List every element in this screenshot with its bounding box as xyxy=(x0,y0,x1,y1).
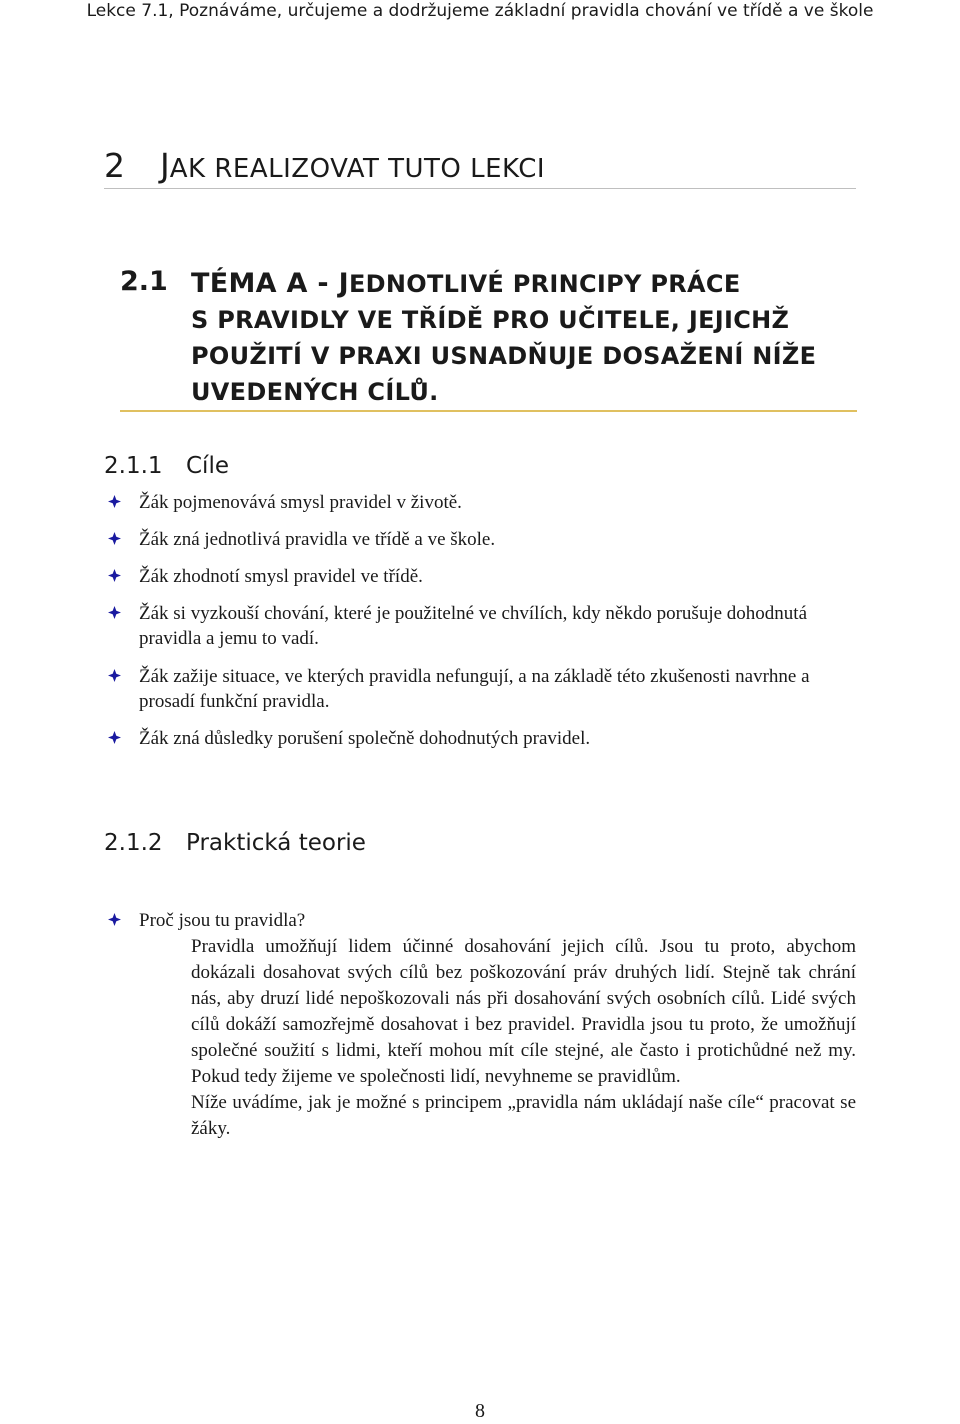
goals-number: 2.1.1 xyxy=(104,453,163,479)
bullet-star-icon xyxy=(108,495,121,508)
bullet-star-icon xyxy=(108,569,121,582)
page-number: 8 xyxy=(475,1400,485,1422)
theory-title: Praktická teorie xyxy=(186,830,366,856)
bullet-star-icon xyxy=(108,669,121,682)
theory-number: 2.1.2 xyxy=(104,830,163,856)
list-item: Žák zná důsledky porušení společně dohodnutých pravidel. xyxy=(104,726,844,751)
theory-body xyxy=(104,908,856,1142)
list-item: Žák pojmenovává smysl pravidel v životě. xyxy=(104,490,844,515)
list-item: Žák zná jednotlivá pravidla ve třídě a ve škole. xyxy=(104,527,844,552)
bullet-star-icon xyxy=(108,731,121,744)
bullet-star-icon xyxy=(108,606,121,619)
theory-question: Proč jsou tu pravidla? xyxy=(104,908,856,934)
subsection-heading xyxy=(120,262,857,412)
section-number: 2 xyxy=(104,146,125,185)
running-header-text: Lekce 7.1, Poznáváme, určujeme a dodržujeme základní pravidla chování ve třídě a ve škole xyxy=(86,1,874,21)
subsection-title xyxy=(191,266,857,410)
subsection-title-line-1: TÉMA A - JEDNOTLIVÉ PRINCIPY PRÁCE xyxy=(191,268,741,299)
section-title-rest: AK REALIZOVAT TUTO LEKCI xyxy=(169,154,546,184)
theory-heading xyxy=(104,830,366,856)
goals-heading xyxy=(104,453,229,479)
list-item: Žák zhodnotí smysl pravidel ve třídě. xyxy=(104,564,844,589)
bullet-star-icon xyxy=(108,913,121,926)
subsection-number: 2.1 xyxy=(120,266,168,297)
bullet-star-icon xyxy=(108,532,121,545)
subsection-title-line-3: POUŽITÍ V PRAXI USNADŇUJE DOSAŽENÍ NÍŽE xyxy=(191,342,817,370)
goals-title: Cíle xyxy=(186,453,229,479)
list-item: Žák zažije situace, ve kterých pravidla nefungují, a na základě této zkušenosti navrhne a prosadí funkční pravidla. xyxy=(104,664,844,714)
list-item: Žák si vyzkouší chování, které je použitelné ve chvílích, kdy někdo porušuje dohodnutá pravidla a jemu to vadí. xyxy=(104,601,844,651)
section-heading xyxy=(104,146,856,189)
theory-paragraph-1: Pravidla umožňují lidem účinné dosahování jejich cílů. Jsou tu proto, abychom dokázali dosahovat svých cílů bez poškozování práv druhých lidí. Stejně tak chrání nás, aby druzí lidé nepoškozovali nás při dosahování svých osobních cílů. Lidé svých cílů dokáží samozřejmě dosahovat i bez pravidel. Pravidla jsou tu proto, že umožňují společné soužití s lidmi, kteří mohou mít cíle stejné, ale často i protichůdné než my. Pokud tedy žijeme ve společnosti lidí, nevyhneme se pravidlům. xyxy=(191,936,856,1087)
section-title-initial: J xyxy=(160,146,170,185)
theory-paragraph-2: Níže uvádíme, jak je možné s principem „pravidla nám ukládají naše cíle“ pracovat se žáky. xyxy=(191,1092,856,1139)
subsection-title-line-4: UVEDENÝCH CÍLŮ. xyxy=(191,378,439,406)
goals-list xyxy=(104,490,844,751)
running-header xyxy=(0,0,960,26)
subsection-title-line-2: S PRAVIDLY VE TŘÍDĚ PRO UČITELE, JEJICHŽ xyxy=(191,306,790,334)
